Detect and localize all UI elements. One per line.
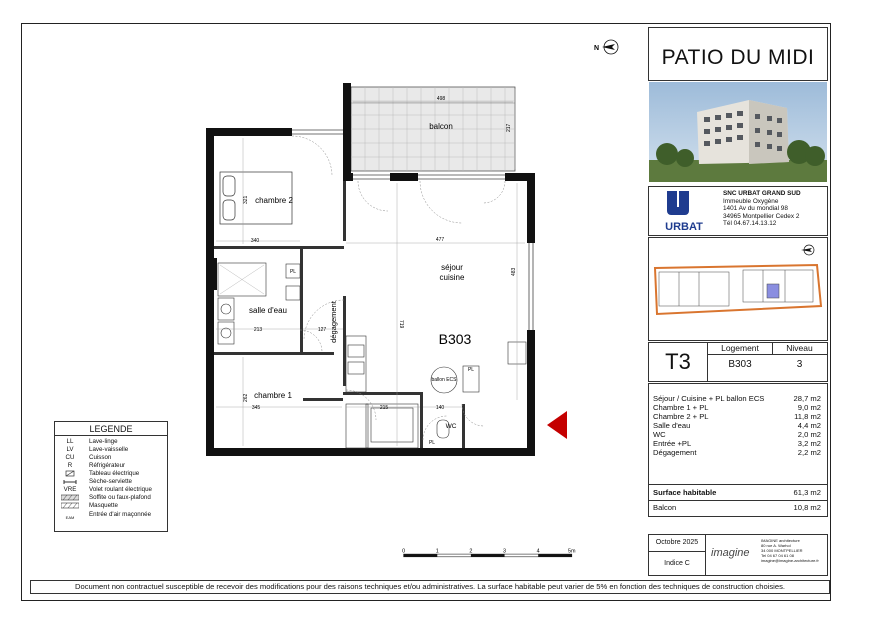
scale-tick: 4 <box>536 548 540 555</box>
surface-habitable-row: Surface habitable 61,3 m2 <box>653 488 821 497</box>
scale-bar <box>390 545 590 565</box>
chambre1-width: 345 <box>251 405 261 411</box>
sejour-length: 719 <box>398 320 404 329</box>
masquette-icon <box>61 502 79 509</box>
svg-text:URBAT: URBAT <box>665 221 703 233</box>
degagement-width: 127 <box>317 327 327 333</box>
legend-item: LL Lave-linge <box>66 438 118 445</box>
chambre1-depth: 262 <box>243 393 249 402</box>
architect-logo: imagine <box>711 547 750 559</box>
legend-item: CU Cuisson <box>65 454 112 461</box>
balcon-row: Balcon 10,8 m2 <box>653 503 821 512</box>
scale-tick: 1 <box>435 548 439 555</box>
surface-row: Dégagement 2,2 m2 <box>653 448 821 457</box>
niveau-value: 3 <box>796 359 803 370</box>
unit-label: B303 <box>438 331 472 347</box>
key-plan <box>648 237 828 341</box>
balcon-width: 498 <box>436 96 446 102</box>
lot-info <box>648 342 828 382</box>
electric-panel-icon <box>65 470 75 477</box>
ballon-label: ballon ECS <box>431 377 457 383</box>
pl-label-2: PL <box>467 367 475 373</box>
architect-line: IMAGINE architecture <box>761 538 800 543</box>
promoter-box <box>648 186 828 236</box>
entrance-marker-icon <box>547 411 567 439</box>
sejour-label-1: séjour <box>441 263 463 272</box>
sejour-width: 477 <box>435 237 445 243</box>
logement-value: B303 <box>728 359 752 370</box>
index: Indice C <box>664 560 690 567</box>
address-line: 34965 Montpellier Cedex 2 <box>723 212 800 220</box>
promoter-name: SNC URBAT GRAND SUD <box>723 190 801 197</box>
surface-table <box>648 383 828 517</box>
balcon-depth: 217 <box>506 123 512 132</box>
wc-width: 140 <box>435 405 445 411</box>
urbat-logo <box>653 189 715 233</box>
legend-item: EAM Entrée d'air maçonnée <box>65 511 152 520</box>
soffit-icon <box>61 494 79 501</box>
scale-tick: 0 <box>402 548 406 555</box>
legend-item: Soffite ou faux-plafond <box>55 494 169 502</box>
north-arrow-icon <box>801 245 814 255</box>
legend-item: LV Lave-vaisselle <box>66 446 129 453</box>
architect-line: 80 rue A. Warhol <box>761 543 791 548</box>
architect-line: imagine@imagine-architecture.fr <box>761 558 819 563</box>
surface-row: Séjour / Cuisine + PL ballon ECS 28,7 m2 <box>653 394 821 403</box>
chambre2-label: chambre 2 <box>255 196 293 205</box>
architect-line: 34 000 MONTPELLIER <box>761 548 803 553</box>
balcon-label: balcon <box>429 122 453 131</box>
surface-row: WC 2,0 m2 <box>653 430 821 439</box>
footer-box <box>648 534 828 576</box>
address-line: 1401 Av du mondial 98 <box>723 205 788 213</box>
pl-label-1: PL <box>289 269 297 275</box>
degagement-label: dégagement <box>329 301 338 343</box>
lot-type: T3 <box>649 343 708 381</box>
building-photo <box>649 82 827 182</box>
north-arrow-icon <box>594 40 618 54</box>
surface-row: Entrée +PL 3,2 m2 <box>653 439 821 448</box>
salle-eau-label: salle d'eau <box>249 306 287 315</box>
legend-item: VRE Volet roulant électrique <box>63 486 152 493</box>
sejour-depth: 483 <box>511 267 517 276</box>
legend-item: Masquette <box>55 502 169 510</box>
entree-width: 215 <box>379 405 389 411</box>
sejour-label-2: cuisine <box>439 273 465 282</box>
pl-label-3: PL <box>428 440 436 446</box>
salle-eau-width: 213 <box>253 327 263 333</box>
chambre1-label: chambre 1 <box>254 391 292 400</box>
scale-tick: 5m <box>568 548 576 555</box>
address-line: Immeuble Oxygène <box>723 197 779 205</box>
architect-line: Tel 04 67 04 61 08 <box>761 553 794 558</box>
surface-row: Chambre 1 + PL 9,0 m2 <box>653 403 821 412</box>
surface-row: Chambre 2 + PL 11,8 m2 <box>653 412 821 421</box>
towel-dryer-icon <box>63 478 77 485</box>
date: Octobre 2025 <box>655 539 699 546</box>
svg-text:N: N <box>594 45 600 52</box>
logement-header: Logement <box>708 343 773 355</box>
project-title: PATIO DU MIDI <box>661 46 815 69</box>
legend-item: Sèche-serviette <box>55 478 169 486</box>
legend-item: Tableau électrique <box>55 470 169 478</box>
chambre2-depth: 321 <box>243 195 249 204</box>
surface-row: Salle d'eau 4,4 m2 <box>653 421 821 430</box>
wc-label: WC <box>445 423 457 430</box>
disclaimer: Document non contractuel susceptible de recevoir des modifications pour des raisons techniques et/ou administratives. La surface habitable peut varier de 5% en fonction des techniques de construction choisies. <box>30 580 830 594</box>
scale-tick: 3 <box>503 548 507 555</box>
project-title-box <box>648 27 828 81</box>
legend-title: LEGENDE <box>55 422 167 436</box>
legend <box>54 421 168 532</box>
promoter-address <box>723 190 801 228</box>
scale-tick: 2 <box>469 548 473 555</box>
chambre2-width: 340 <box>250 238 260 244</box>
niveau-header: Niveau <box>772 343 827 355</box>
address-line: Tél 04.67.14.13.12 <box>723 220 777 228</box>
legend-item: R Réfrigérateur <box>67 462 126 469</box>
